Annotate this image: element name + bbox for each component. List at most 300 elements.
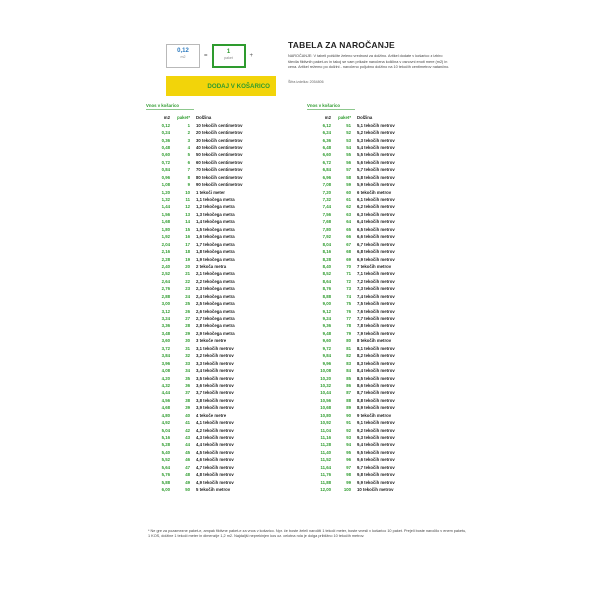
row-dolzina: 4,8 tekočih metrov — [196, 472, 234, 478]
table-row — [307, 359, 432, 366]
table-row — [307, 478, 432, 485]
table-row — [146, 382, 271, 389]
row-m2: 4,32 — [161, 382, 170, 388]
row-paket: 77 — [346, 316, 351, 322]
row-m2: 8,40 — [322, 263, 331, 269]
row-paket: 69 — [346, 256, 351, 262]
row-dolzina: 9,8 tekočih metrov — [357, 472, 395, 478]
row-paket: 15 — [185, 226, 190, 232]
row-paket: 71 — [346, 271, 351, 277]
row-m2: 0,84 — [161, 167, 170, 173]
row-m2: 6,72 — [322, 159, 331, 165]
row-paket: 83 — [346, 360, 351, 366]
row-m2: 1,08 — [161, 182, 170, 188]
row-m2: 6,00 — [161, 487, 170, 493]
table-row — [307, 278, 432, 285]
row-m2: 11,76 — [320, 472, 331, 478]
row-dolzina: 3,1 tekočih metrov — [196, 345, 234, 351]
row-paket: 87 — [346, 390, 351, 396]
row-dolzina: 4,7 tekočih metrov — [196, 464, 234, 470]
row-m2: 11,28 — [320, 442, 331, 448]
table-row — [146, 330, 271, 337]
row-paket: 30 — [185, 338, 190, 344]
row-paket: 44 — [185, 442, 190, 448]
row-paket: 88 — [346, 397, 351, 403]
row-m2: 10,80 — [320, 412, 331, 418]
row-m2: 6,36 — [322, 137, 331, 143]
header-paket: paket* — [338, 115, 351, 121]
table-row — [307, 419, 432, 426]
row-dolzina: 40 tekočih centimetrov — [196, 144, 243, 150]
row-paket: 33 — [185, 360, 190, 366]
row-paket: 6 — [187, 159, 190, 165]
row-paket: 31 — [185, 345, 190, 351]
row-dolzina: 4,4 tekočih metrov — [196, 442, 234, 448]
row-paket: 22 — [185, 278, 190, 284]
row-dolzina: 9,1 tekočih metrov — [357, 420, 395, 426]
table-row — [307, 188, 432, 195]
row-paket: 82 — [346, 353, 351, 359]
row-paket: 1 — [187, 122, 190, 128]
row-dolzina: 8,9 tekočih metrov — [357, 405, 395, 411]
paket-quantity-input[interactable] — [212, 44, 246, 68]
row-m2: 2,16 — [161, 249, 170, 255]
row-dolzina: 1,7 tekočega metra — [196, 241, 235, 247]
table-row — [307, 136, 432, 143]
row-paket: 95 — [346, 449, 351, 455]
row-m2: 8,88 — [322, 293, 331, 299]
table-row — [307, 456, 432, 463]
row-m2: 0,96 — [161, 174, 170, 180]
row-paket: 7 — [187, 167, 190, 173]
row-dolzina: 2 tekoča metra — [196, 263, 227, 269]
table-row — [146, 337, 271, 344]
row-dolzina: 5,4 tekočih metrov — [357, 144, 395, 150]
row-m2: 1,44 — [161, 204, 170, 210]
row-dolzina: 5,9 tekočih metrov — [357, 182, 395, 188]
row-dolzina: 5,3 tekočih metrov — [357, 137, 395, 143]
order-table-right — [307, 103, 432, 493]
row-dolzina: 4,3 tekočih metrov — [196, 435, 234, 441]
table-row — [307, 322, 432, 329]
row-m2: 4,08 — [161, 368, 170, 374]
table-row — [146, 263, 271, 270]
row-dolzina: 2,4 tekočega metra — [196, 293, 235, 299]
row-paket: 66 — [346, 234, 351, 240]
row-dolzina: 4,2 tekočih metrov — [196, 427, 234, 433]
header-m2: m2 — [324, 115, 331, 121]
row-paket: 2 — [187, 130, 190, 136]
row-m2: 9,72 — [322, 345, 331, 351]
row-dolzina: 7,4 tekočih metrov — [357, 293, 395, 299]
row-paket: 34 — [185, 368, 190, 374]
row-m2: 5,64 — [161, 464, 170, 470]
row-m2: 3,48 — [161, 330, 170, 336]
row-m2: 3,72 — [161, 345, 170, 351]
table-row — [146, 464, 271, 471]
row-paket: 3 — [187, 137, 190, 143]
row-paket: 93 — [346, 435, 351, 441]
row-m2: 4,20 — [161, 375, 170, 381]
row-paket: 76 — [346, 308, 351, 314]
table-row — [307, 211, 432, 218]
row-paket: 62 — [346, 204, 351, 210]
table-row — [307, 121, 432, 128]
table-row — [146, 419, 271, 426]
row-m2: 0,48 — [161, 144, 170, 150]
row-m2: 11,64 — [320, 464, 331, 470]
table-header — [307, 114, 432, 121]
row-m2: 9,84 — [322, 353, 331, 359]
equals-sign: = — [204, 53, 208, 59]
row-m2: 10,20 — [320, 375, 331, 381]
row-dolzina: 3,2 tekočih metrov — [196, 353, 234, 359]
row-m2: 3,12 — [161, 308, 170, 314]
row-m2: 7,32 — [322, 197, 331, 203]
row-dolzina: 2,3 tekočega metra — [196, 286, 235, 292]
row-dolzina: 2,7 tekočega metra — [196, 316, 235, 322]
row-dolzina: 6,9 tekočih metrov — [357, 256, 395, 262]
row-paket: 56 — [346, 159, 351, 165]
table-title: Vnos v košarico — [307, 103, 340, 108]
row-m2: 1,92 — [161, 234, 170, 240]
plus-sign[interactable]: + — [249, 53, 254, 59]
row-paket: 9 — [187, 182, 190, 188]
row-m2: 4,44 — [161, 390, 170, 396]
row-dolzina: 6 tekočih metrov — [357, 189, 392, 195]
row-dolzina: 8,4 tekočih metrov — [357, 368, 395, 374]
row-paket: 73 — [346, 286, 351, 292]
row-dolzina: 1,4 tekočega metra — [196, 219, 235, 225]
row-dolzina: 3,6 tekočih metrov — [196, 382, 234, 388]
row-dolzina: 1,8 tekočega metra — [196, 249, 235, 255]
row-dolzina: 8,7 tekočih metrov — [357, 390, 395, 396]
row-dolzina: 2,8 tekočega metra — [196, 323, 235, 329]
row-paket: 5 — [187, 152, 190, 158]
table-row — [146, 233, 271, 240]
table-row — [146, 270, 271, 277]
row-m2: 11,40 — [320, 449, 331, 455]
row-dolzina: 3,4 tekočih metrov — [196, 368, 234, 374]
row-paket: 32 — [185, 353, 190, 359]
row-dolzina: 7,8 tekočih metrov — [357, 323, 395, 329]
row-paket: 63 — [346, 211, 351, 217]
table-row — [307, 181, 432, 188]
row-dolzina: 30 tekočih centimetrov — [196, 137, 243, 143]
row-m2: 2,40 — [161, 263, 170, 269]
table-row — [146, 426, 271, 433]
table-row — [146, 352, 271, 359]
row-paket: 17 — [185, 241, 190, 247]
row-m2: 3,60 — [161, 338, 170, 344]
row-m2: 8,28 — [322, 256, 331, 262]
row-paket: 25 — [185, 301, 190, 307]
row-paket: 45 — [185, 449, 190, 455]
table-row — [146, 397, 271, 404]
row-m2: 6,60 — [322, 152, 331, 158]
row-m2: 6,96 — [322, 174, 331, 180]
table-row — [307, 270, 432, 277]
row-m2: 2,88 — [161, 293, 170, 299]
row-paket: 40 — [185, 412, 190, 418]
row-m2: 10,44 — [320, 390, 331, 396]
table-row — [146, 196, 271, 203]
row-paket: 59 — [346, 182, 351, 188]
row-dolzina: 9,2 tekočih metrov — [357, 427, 395, 433]
footnote: * Ne gre za pozamezne paket-e, ampak fiktivne paket-e za vnos v košarico. Npr. če boste želeli naročiti 1 tekoči meter, boste vnesli v košarico 10 paket. Prejeli boste naročilo v enem paketu, 1 KOS, dolžine 1 tekoči meter in dimenzije 1,2 m2. Najdaljši neprekinjen kos oz. celotna rola je dolga približno 10 tekočih metrov. — [148, 529, 467, 539]
row-paket: 85 — [346, 375, 351, 381]
row-m2: 3,84 — [161, 353, 170, 359]
row-m2: 2,76 — [161, 286, 170, 292]
row-m2: 6,84 — [322, 167, 331, 173]
row-dolzina: 10 tekočih metrov — [357, 487, 394, 493]
paket-unit: paket — [224, 56, 233, 60]
table-row — [307, 144, 432, 151]
row-m2: 8,76 — [322, 286, 331, 292]
row-dolzina: 2,9 tekočega metra — [196, 330, 235, 336]
table-row — [307, 129, 432, 136]
row-m2: 6,12 — [322, 122, 331, 128]
row-paket: 51 — [346, 122, 351, 128]
table-row — [146, 129, 271, 136]
table-row — [307, 285, 432, 292]
row-m2: 7,20 — [322, 189, 331, 195]
row-paket: 36 — [185, 382, 190, 388]
table-row — [307, 345, 432, 352]
row-m2: 0,24 — [161, 130, 170, 136]
table-row — [146, 181, 271, 188]
row-m2: 1,20 — [161, 189, 170, 195]
row-dolzina: 7 tekočih metrov — [357, 263, 392, 269]
row-dolzina: 1,2 tekočega metra — [196, 204, 235, 210]
row-paket: 92 — [346, 427, 351, 433]
row-paket: 16 — [185, 234, 190, 240]
table-row — [307, 196, 432, 203]
row-dolzina: 1,6 tekočega metra — [196, 234, 235, 240]
row-m2: 9,00 — [322, 301, 331, 307]
table-row — [307, 434, 432, 441]
table-row — [307, 255, 432, 262]
row-paket: 4 — [187, 144, 190, 150]
row-dolzina: 7,1 tekočih metrov — [357, 271, 395, 277]
row-m2: 0,60 — [161, 152, 170, 158]
row-m2: 3,36 — [161, 323, 170, 329]
row-m2: 5,04 — [161, 427, 170, 433]
row-paket: 57 — [346, 167, 351, 173]
table-row — [307, 441, 432, 448]
row-m2: 3,00 — [161, 301, 170, 307]
row-m2: 7,68 — [322, 219, 331, 225]
row-paket: 96 — [346, 457, 351, 463]
row-paket: 81 — [346, 345, 351, 351]
order-table-left — [146, 103, 271, 493]
table-row — [146, 136, 271, 143]
row-dolzina: 3,9 tekočih metrov — [196, 405, 234, 411]
row-paket: 68 — [346, 249, 351, 255]
row-m2: 2,64 — [161, 278, 170, 284]
row-paket: 42 — [185, 427, 190, 433]
row-paket: 12 — [185, 204, 190, 210]
row-dolzina: 4,9 tekočih metrov — [196, 479, 234, 485]
row-m2: 9,12 — [322, 308, 331, 314]
row-dolzina: 9 tekočih metrov — [357, 412, 392, 418]
table-row — [146, 159, 271, 166]
row-dolzina: 9,4 tekočih metrov — [357, 442, 395, 448]
row-m2: 9,60 — [322, 338, 331, 344]
row-dolzina: 1,9 tekočega metra — [196, 256, 235, 262]
row-paket: 90 — [346, 412, 351, 418]
row-dolzina: 3 tekoče metre — [196, 338, 227, 344]
row-paket: 24 — [185, 293, 190, 299]
row-paket: 79 — [346, 330, 351, 336]
row-dolzina: 1,1 tekočega metra — [196, 197, 235, 203]
table-row — [146, 441, 271, 448]
table-row — [146, 144, 271, 151]
row-dolzina: 7,2 tekočih metrov — [357, 278, 395, 284]
table-row — [146, 486, 271, 493]
row-dolzina: 7,3 tekočih metrov — [357, 286, 395, 292]
table-row — [307, 218, 432, 225]
cart-widget — [166, 44, 276, 96]
row-m2: 10,68 — [320, 405, 331, 411]
row-paket: 43 — [185, 435, 190, 441]
row-paket: 28 — [185, 323, 190, 329]
row-m2: 5,16 — [161, 435, 170, 441]
table-row — [146, 456, 271, 463]
row-dolzina: 3,8 tekočih metrov — [196, 397, 234, 403]
row-paket: 11 — [185, 197, 190, 203]
page-title: TABELA ZA NAROČANJE — [288, 40, 395, 50]
row-dolzina: 90 tekočih centimetrov — [196, 182, 243, 188]
table-row — [307, 248, 432, 255]
table-row — [307, 263, 432, 270]
table-row — [146, 374, 271, 381]
m2-unit: m2 — [180, 55, 186, 59]
table-rows — [307, 121, 432, 493]
row-m2: 1,80 — [161, 226, 170, 232]
table-row — [146, 226, 271, 233]
row-m2: 11,52 — [320, 457, 331, 463]
row-m2: 11,88 — [320, 479, 331, 485]
row-paket: 54 — [346, 144, 351, 150]
table-row — [307, 203, 432, 210]
row-paket: 18 — [185, 249, 190, 255]
row-m2: 5,88 — [161, 479, 170, 485]
header-paket: paket* — [177, 115, 190, 121]
row-dolzina: 8,5 tekočih metrov — [357, 375, 395, 381]
table-row — [146, 240, 271, 247]
row-dolzina: 5 tekočih metrov — [196, 487, 231, 493]
table-row — [307, 397, 432, 404]
table-row — [146, 278, 271, 285]
row-paket: 49 — [185, 479, 190, 485]
table-row — [146, 203, 271, 210]
table-row — [146, 412, 271, 419]
row-dolzina: 9,6 tekočih metrov — [357, 457, 395, 463]
table-row — [146, 345, 271, 352]
product-code: Šifra izdelka: 2054806 — [288, 79, 324, 84]
m2-value: 0,12 — [177, 48, 189, 54]
row-paket: 26 — [185, 308, 190, 314]
table-row — [307, 226, 432, 233]
row-m2: 3,96 — [161, 360, 170, 366]
table-row — [146, 434, 271, 441]
row-dolzina: 9,5 tekočih metrov — [357, 449, 395, 455]
table-row — [146, 389, 271, 396]
add-to-cart-button[interactable]: DODAJ V KOŠARICO — [166, 76, 276, 96]
row-paket: 65 — [346, 226, 351, 232]
table-row — [307, 471, 432, 478]
row-dolzina: 9,7 tekočih metrov — [357, 464, 395, 470]
table-row — [307, 174, 432, 181]
row-paket: 39 — [185, 405, 190, 411]
row-dolzina: 7,7 tekočih metrov — [357, 316, 395, 322]
m2-quantity-field[interactable] — [166, 44, 200, 68]
row-paket: 19 — [185, 256, 190, 262]
row-m2: 2,52 — [161, 271, 170, 277]
title-underline — [146, 109, 194, 110]
row-paket: 99 — [346, 479, 351, 485]
table-row — [146, 211, 271, 218]
row-paket: 60 — [346, 189, 351, 195]
row-m2: 10,32 — [320, 382, 331, 388]
table-row — [146, 293, 271, 300]
table-row — [146, 478, 271, 485]
row-paket: 13 — [185, 211, 190, 217]
table-row — [307, 449, 432, 456]
row-m2: 5,28 — [161, 442, 170, 448]
row-m2: 9,48 — [322, 330, 331, 336]
row-paket: 53 — [346, 137, 351, 143]
row-dolzina: 4 tekoče metre — [196, 412, 227, 418]
row-paket: 64 — [346, 219, 351, 225]
row-dolzina: 7,6 tekočih metrov — [357, 308, 395, 314]
row-m2: 4,92 — [161, 420, 170, 426]
row-m2: 1,68 — [161, 219, 170, 225]
table-row — [146, 285, 271, 292]
row-paket: 35 — [185, 375, 190, 381]
table-row — [146, 151, 271, 158]
table-header — [146, 114, 271, 121]
row-dolzina: 6,4 tekočih metrov — [357, 219, 395, 225]
row-dolzina: 9,9 tekočih metrov — [357, 479, 395, 485]
row-dolzina: 8 tekočih metrov — [357, 338, 392, 344]
row-m2: 5,76 — [161, 472, 170, 478]
row-m2: 8,04 — [322, 241, 331, 247]
row-dolzina: 6,6 tekočih metrov — [357, 234, 395, 240]
table-row — [146, 359, 271, 366]
table-row — [307, 151, 432, 158]
title-underline — [307, 109, 355, 110]
row-dolzina: 9,3 tekočih metrov — [357, 435, 395, 441]
row-paket: 78 — [346, 323, 351, 329]
row-paket: 98 — [346, 472, 351, 478]
row-m2: 8,64 — [322, 278, 331, 284]
table-row — [307, 300, 432, 307]
row-dolzina: 1,3 tekočega metra — [196, 211, 235, 217]
table-row — [307, 337, 432, 344]
row-paket: 48 — [185, 472, 190, 478]
row-dolzina: 4,6 tekočih metrov — [196, 457, 234, 463]
row-m2: 7,08 — [322, 182, 331, 188]
row-m2: 1,32 — [161, 197, 170, 203]
row-dolzina: 50 tekočih centimetrov — [196, 152, 243, 158]
table-row — [307, 426, 432, 433]
row-m2: 9,36 — [322, 323, 331, 329]
row-paket: 27 — [185, 316, 190, 322]
order-instructions: NAROČANJE: V tabeli poiščite želeno vrednost za dolžino. Artikel dodate v košarico z izbiro števila fiktivnih paket-ov in takoj se vam prikaže naročena količina v osnovni enoti mere (m2) in cena. Artikel režemo po dolžini - naročeno poljubno dolžino na 10 tekočih centimetrov natančno. — [288, 54, 450, 70]
table-rows — [146, 121, 271, 493]
